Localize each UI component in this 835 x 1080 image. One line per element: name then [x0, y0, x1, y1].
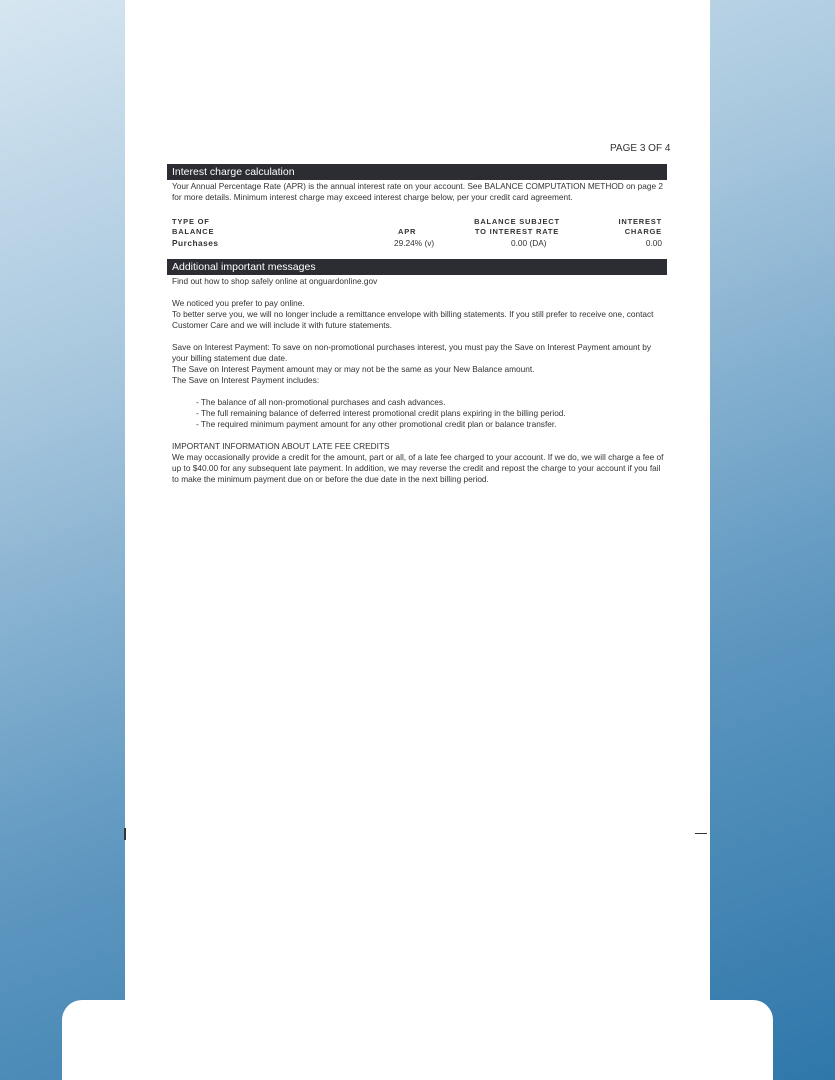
messages-body: [172, 276, 664, 485]
late-fee-body: We may occasionally provide a credit for the amount, part or all, of a late fee charged to your account. If we do, we will charge a fee of up to $40.00 for any subsequent late payment. In addition, we may reverse the credit and repost the charge to your account if you fail to make the minimum payment due on or before the due date in the next billing period.: [172, 452, 664, 484]
header-balance-line2: TO INTEREST RATE: [474, 227, 560, 236]
save-interest-list: [172, 397, 664, 430]
messages-section-header: Additional important messages: [167, 259, 667, 275]
interest-section-header: Interest charge calculation: [167, 164, 667, 180]
save-interest-includes: The Save on Interest Payment includes:: [172, 375, 320, 385]
prefer-online-body: To better serve you, we will no longer include a remittance envelope with billing statements. If you still prefer to receive one, contact Customer Care and we will include it with future statements.: [172, 309, 654, 330]
header-type-of-balance: [172, 217, 214, 237]
page-edge-mark: [124, 828, 126, 840]
header-balance-subject: [472, 217, 562, 237]
page-edge-dash: [695, 833, 707, 834]
header-interest-charge: [619, 217, 663, 237]
header-balance-line1: BALANCE SUBJECT: [474, 217, 560, 226]
interest-intro: Your Annual Percentage Rate (APR) is the annual interest rate on your account. See BALANCE COMPUTATION METHOD on page 2 for more details. Minimum interest charge may exceed interest charge below, per your credit card agreement.: [172, 181, 663, 202]
header-type-line2: BALANCE: [172, 227, 215, 236]
statement-page: [125, 0, 710, 1080]
row-balance: 0.00 (DA): [511, 238, 547, 248]
save-interest-amount-note: The Save on Interest Payment amount may or may not be the same as your New Balance amount.: [172, 364, 535, 374]
prefer-online-heading: We noticed you prefer to pay online.: [172, 298, 305, 308]
header-type-line1: TYPE OF: [172, 217, 210, 226]
bottom-panel: [62, 1000, 773, 1080]
late-fee-heading: IMPORTANT INFORMATION ABOUT LATE FEE CREDITS: [172, 441, 390, 451]
page-number: PAGE 3 OF 4: [610, 143, 671, 154]
header-charge-line1: INTEREST: [618, 217, 662, 226]
header-charge-line2: CHARGE: [624, 227, 662, 236]
row-charge: 0.00: [645, 238, 662, 248]
onguard-line: Find out how to shop safely online at onguardonline.gov: [172, 276, 378, 286]
list-item: - The balance of all non-promotional purchases and cash advances.: [196, 397, 446, 407]
list-item: - The required minimum payment amount for any other promotional credit plan or balance transfer.: [196, 419, 557, 429]
list-item: - The full remaining balance of deferred interest promotional credit plans expiring in the billing period.: [196, 408, 566, 418]
row-apr: 29.24% (v): [394, 238, 435, 248]
row-type: Purchases: [172, 238, 219, 248]
save-interest-paragraph: Save on Interest Payment: To save on non-promotional purchases interest, you must pay the Save on Interest Payment amount by your billing statement due date.: [172, 342, 652, 363]
header-apr: APR: [398, 227, 417, 236]
